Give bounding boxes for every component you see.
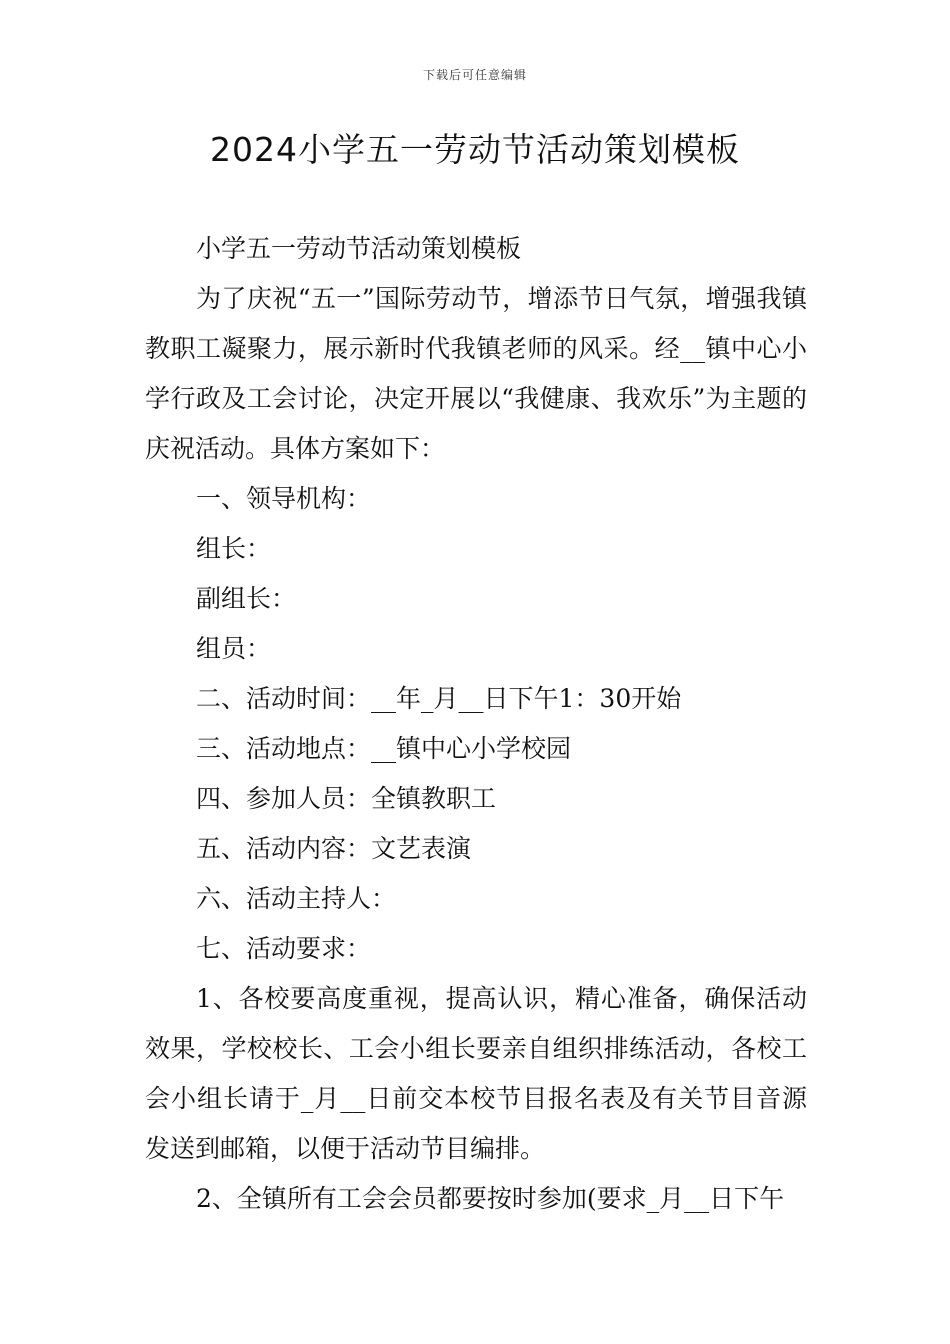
paragraph-time: 二、活动时间：__年_月__日下午1：30开始	[196, 684, 682, 713]
paragraph-intro: 为了庆祝“五一”国际劳动节，增添节日气氛，增强我镇教职工凝聚力，展示新时代我镇老师的风采。经__镇中心小学行政及工会讨论，决定开展以“我健康、我欢乐”为主题的庆祝活动。具体方案如下：	[145, 284, 807, 463]
paragraph-requirements: 七、活动要求：	[196, 934, 372, 963]
header-note: 下载后可任意编辑	[422, 68, 527, 82]
paragraph-participants: 四、参加人员：全镇教职工	[196, 784, 497, 813]
paragraph-requirement-2: 2、全镇所有工会会员都要按时参加(要求_月__日下午	[196, 1184, 785, 1213]
paragraph-content: 五、活动内容：文艺表演	[196, 834, 472, 863]
paragraph-host: 六、活动主持人：	[196, 884, 397, 913]
paragraph-requirement-1: 1、各校要高度重视，提高认识，精心准备，确保活动效果，学校校长、工会小组长要亲自组织排练活动，各校工会小组长请于_月__日前交本校节目报名表及有关节目音源发送到邮箱，以便于活动节目编排。	[145, 984, 807, 1163]
paragraph-deputy-leader: 副组长：	[196, 584, 297, 613]
paragraph-members: 组员：	[196, 634, 272, 663]
paragraph-location: 三、活动地点：__镇中心小学校园	[196, 734, 572, 763]
document-body	[145, 224, 807, 1224]
paragraph-leadership: 一、领导机构：	[196, 484, 372, 513]
document-title: 2024小学五一劳动节活动策划模板	[210, 130, 740, 169]
paragraph-subtitle: 小学五一劳动节活动策划模板	[196, 234, 522, 263]
paragraph-leader: 组长：	[196, 534, 272, 563]
